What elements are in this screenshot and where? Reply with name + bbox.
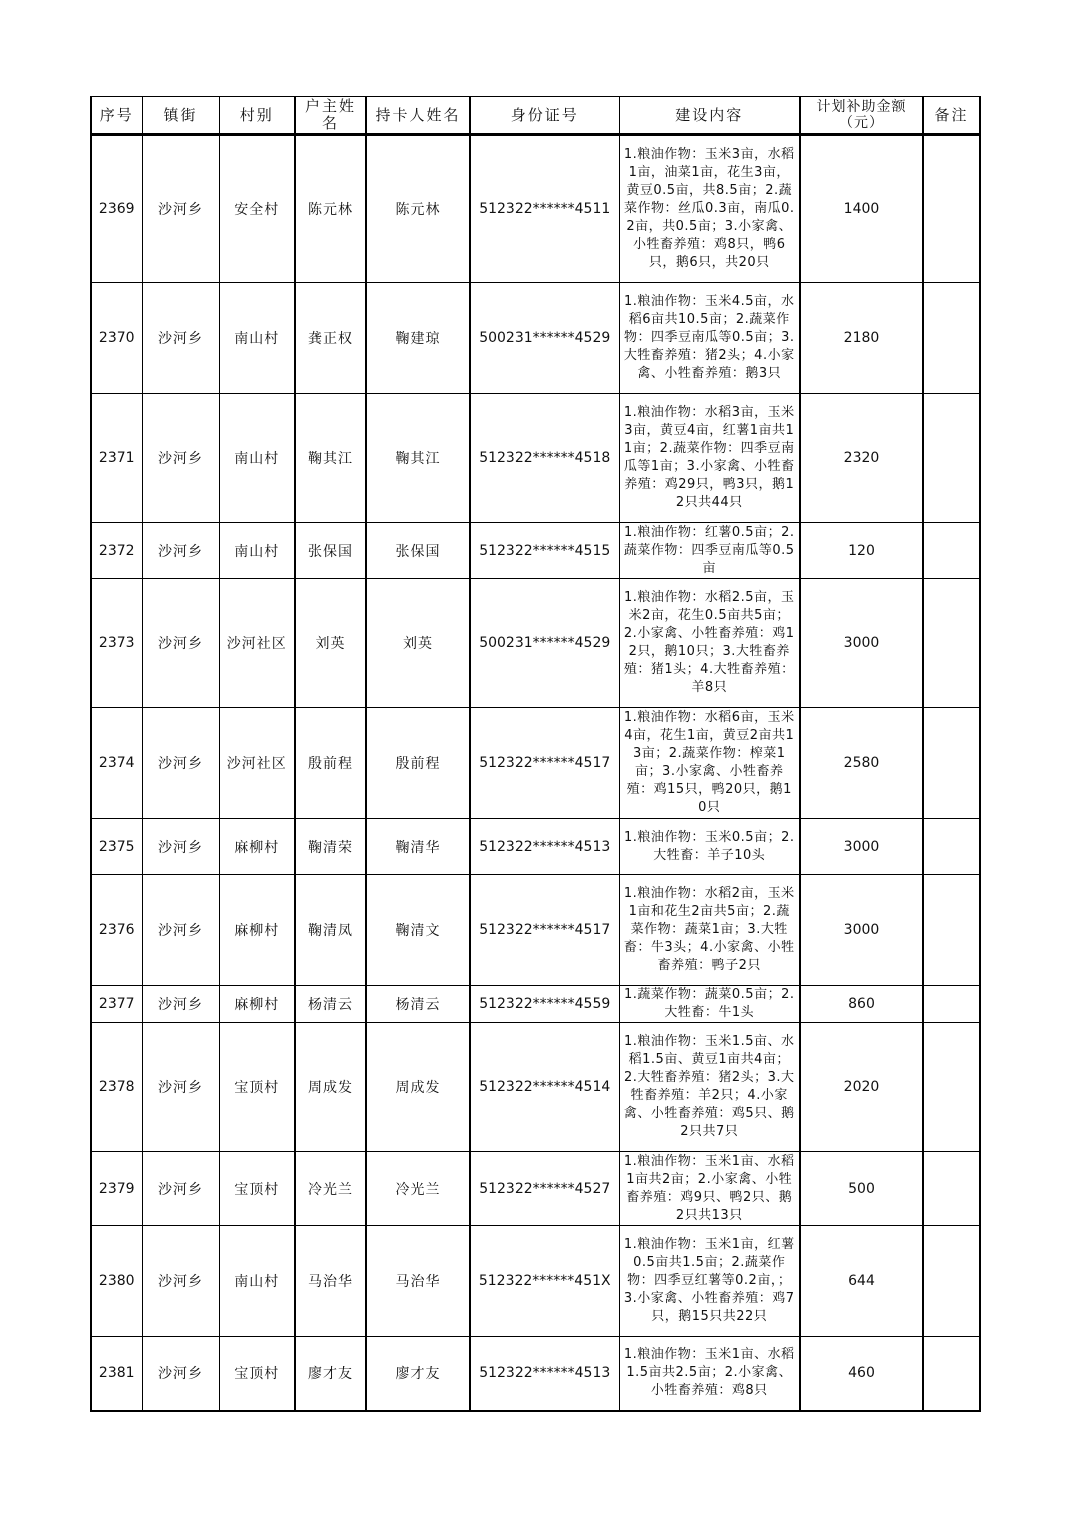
cell-note	[923, 394, 980, 523]
cell-owner: 刘英	[295, 579, 366, 708]
cell-seq: 2375	[91, 819, 142, 875]
cell-village: 南山村	[219, 394, 295, 523]
table-row	[91, 1337, 980, 1411]
table-row	[91, 135, 980, 283]
cell-owner: 廖才友	[295, 1337, 366, 1411]
cell-holder: 张保国	[366, 523, 470, 579]
cell-owner: 陈元林	[295, 135, 366, 283]
cell-village: 南山村	[219, 1226, 295, 1337]
cell-owner: 鞠清凤	[295, 875, 366, 986]
cell-village: 安全村	[219, 135, 295, 283]
table-row	[91, 875, 980, 986]
cell-id-number: 512322******4515	[470, 523, 619, 579]
table-row	[91, 283, 980, 394]
cell-note	[923, 1226, 980, 1337]
header-note: 备注	[923, 97, 980, 135]
table-row	[91, 523, 980, 579]
cell-note	[923, 819, 980, 875]
cell-content: 1.粮油作物：玉米0.5亩；2.大牲畜：羊子10头	[619, 819, 800, 875]
cell-owner: 周成发	[295, 1023, 366, 1152]
header-village: 村别	[219, 97, 295, 135]
cell-holder: 周成发	[366, 1023, 470, 1152]
cell-owner: 殷前程	[295, 708, 366, 819]
cell-id-number: 512322******4511	[470, 135, 619, 283]
cell-id-number: 512322******4559	[470, 986, 619, 1023]
cell-amount: 460	[800, 1337, 923, 1411]
cell-town: 沙河乡	[142, 394, 219, 523]
header-town: 镇街	[142, 97, 219, 135]
cell-amount: 2020	[800, 1023, 923, 1152]
cell-note	[923, 283, 980, 394]
cell-seq: 2380	[91, 1226, 142, 1337]
subsidy-table	[90, 96, 981, 1412]
table-row	[91, 708, 980, 819]
cell-id-number: 500231******4529	[470, 283, 619, 394]
cell-seq: 2379	[91, 1152, 142, 1226]
cell-town: 沙河乡	[142, 1023, 219, 1152]
cell-owner: 杨清云	[295, 986, 366, 1023]
cell-note	[923, 135, 980, 283]
cell-town: 沙河乡	[142, 135, 219, 283]
cell-id-number: 512322******4527	[470, 1152, 619, 1226]
cell-amount: 644	[800, 1226, 923, 1337]
cell-content: 1.粮油作物：水稻3亩，玉米3亩，黄豆4亩，红薯1亩共11亩；2.蔬菜作物：四季豆南瓜等1亩；3.小家禽、小牲畜养殖：鸡29只，鸭3只，鹅12只共44只	[619, 394, 800, 523]
cell-id-number: 512322******4513	[470, 1337, 619, 1411]
cell-id-number: 512322******4517	[470, 708, 619, 819]
cell-id-number: 500231******4529	[470, 579, 619, 708]
cell-content: 1.粮油作物：玉米3亩，水稻1亩，油菜1亩，花生3亩，黄豆0.5亩，共8.5亩；2.蔬菜作物：丝瓜0.3亩，南瓜0.2亩，共0.5亩；3.小家禽、小牲畜养殖：鸡8只，鸭6只，鹅6只，共20只	[619, 135, 800, 283]
cell-town: 沙河乡	[142, 1152, 219, 1226]
cell-town: 沙河乡	[142, 523, 219, 579]
cell-town: 沙河乡	[142, 875, 219, 986]
cell-seq: 2369	[91, 135, 142, 283]
cell-amount: 1400	[800, 135, 923, 283]
cell-amount: 860	[800, 986, 923, 1023]
cell-owner: 冷光兰	[295, 1152, 366, 1226]
cell-content: 1.粮油作物：水稻6亩，玉米4亩，花生1亩，黄豆2亩共13亩；2.蔬菜作物：榨菜1亩；3.小家禽、小牲畜养殖：鸡15只，鸭20只，鹅10只	[619, 708, 800, 819]
cell-note	[923, 523, 980, 579]
cell-holder: 鞠清文	[366, 875, 470, 986]
cell-amount: 120	[800, 523, 923, 579]
cell-id-number: 512322******4517	[470, 875, 619, 986]
cell-village: 麻柳村	[219, 875, 295, 986]
table-row	[91, 579, 980, 708]
cell-owner: 龚正权	[295, 283, 366, 394]
cell-content: 1.粮油作物：玉米1亩、水稻1亩共2亩；2.小家禽、小牲畜养殖：鸡9只、鸭2只、鹅2只共13只	[619, 1152, 800, 1226]
cell-amount: 2320	[800, 394, 923, 523]
cell-content: 1.粮油作物：红薯0.5亩；2.蔬菜作物：四季豆南瓜等0.5亩	[619, 523, 800, 579]
cell-village: 宝顶村	[219, 1023, 295, 1152]
cell-note	[923, 1337, 980, 1411]
cell-amount: 2580	[800, 708, 923, 819]
cell-town: 沙河乡	[142, 579, 219, 708]
cell-seq: 2377	[91, 986, 142, 1023]
table-row	[91, 986, 980, 1023]
cell-amount: 500	[800, 1152, 923, 1226]
cell-note	[923, 875, 980, 986]
cell-village: 宝顶村	[219, 1337, 295, 1411]
cell-content: 1.粮油作物：玉米1亩，红薯0.5亩共1.5亩；2.蔬菜作物：四季豆红薯等0.2亩，；3.小家禽、小牲畜养殖：鸡7只，鹅15只共22只	[619, 1226, 800, 1337]
cell-amount: 2180	[800, 283, 923, 394]
cell-owner: 鞠其江	[295, 394, 366, 523]
cell-note	[923, 579, 980, 708]
cell-holder: 马治华	[366, 1226, 470, 1337]
cell-owner: 鞠清荣	[295, 819, 366, 875]
cell-village: 沙河社区	[219, 708, 295, 819]
cell-village: 麻柳村	[219, 819, 295, 875]
cell-content: 1.粮油作物：玉米4.5亩，水稻6亩共10.5亩；2.蔬菜作物：四季豆南瓜等0.5亩；3.大牲畜养殖：猪2头；4.小家禽、小牲畜养殖：鹅3只	[619, 283, 800, 394]
cell-town: 沙河乡	[142, 1337, 219, 1411]
header-id: 身份证号	[470, 97, 619, 135]
table-row	[91, 819, 980, 875]
cell-amount: 3000	[800, 819, 923, 875]
cell-seq: 2373	[91, 579, 142, 708]
cell-seq: 2372	[91, 523, 142, 579]
cell-seq: 2370	[91, 283, 142, 394]
cell-village: 麻柳村	[219, 986, 295, 1023]
cell-holder: 鞠建琼	[366, 283, 470, 394]
cell-seq: 2376	[91, 875, 142, 986]
cell-holder: 殷前程	[366, 708, 470, 819]
cell-amount: 3000	[800, 875, 923, 986]
cell-seq: 2378	[91, 1023, 142, 1152]
cell-owner: 张保国	[295, 523, 366, 579]
cell-town: 沙河乡	[142, 819, 219, 875]
cell-town: 沙河乡	[142, 708, 219, 819]
cell-seq: 2374	[91, 708, 142, 819]
cell-content: 1.蔬菜作物：蔬菜0.5亩；2.大牲畜：牛1头	[619, 986, 800, 1023]
cell-village: 宝顶村	[219, 1152, 295, 1226]
table-row	[91, 1152, 980, 1226]
cell-holder: 陈元林	[366, 135, 470, 283]
cell-holder: 冷光兰	[366, 1152, 470, 1226]
header-owner: 户主姓名	[295, 97, 366, 135]
table-row	[91, 394, 980, 523]
cell-owner: 马治华	[295, 1226, 366, 1337]
cell-holder: 杨清云	[366, 986, 470, 1023]
header-row	[91, 97, 980, 135]
header-content: 建设内容	[619, 97, 800, 135]
cell-town: 沙河乡	[142, 283, 219, 394]
cell-town: 沙河乡	[142, 1226, 219, 1337]
cell-holder: 鞠其江	[366, 394, 470, 523]
cell-note	[923, 1023, 980, 1152]
table-row	[91, 1023, 980, 1152]
cell-holder: 鞠清华	[366, 819, 470, 875]
cell-content: 1.粮油作物：玉米1亩、水稻1.5亩共2.5亩；2.小家禽、小牲畜养殖：鸡8只	[619, 1337, 800, 1411]
cell-note	[923, 708, 980, 819]
cell-id-number: 512322******4514	[470, 1023, 619, 1152]
cell-holder: 刘英	[366, 579, 470, 708]
cell-note	[923, 1152, 980, 1226]
header-seq: 序号	[91, 97, 142, 135]
cell-id-number: 512322******4513	[470, 819, 619, 875]
cell-note	[923, 986, 980, 1023]
cell-holder: 廖才友	[366, 1337, 470, 1411]
cell-seq: 2371	[91, 394, 142, 523]
header-holder: 持卡人姓名	[366, 97, 470, 135]
cell-village: 沙河社区	[219, 579, 295, 708]
cell-content: 1.粮油作物：玉米1.5亩、水稻1.5亩、黄豆1亩共4亩；2.大牲畜养殖：猪2头；3.大牲畜养殖：羊2只；4.小家禽、小牲畜养殖：鸡5只、鹅2只共7只	[619, 1023, 800, 1152]
table-row	[91, 1226, 980, 1337]
cell-id-number: 512322******4518	[470, 394, 619, 523]
cell-village: 南山村	[219, 283, 295, 394]
table-body	[91, 135, 980, 1411]
header-amount: 计划补助金额（元）	[800, 97, 923, 135]
cell-village: 南山村	[219, 523, 295, 579]
cell-seq: 2381	[91, 1337, 142, 1411]
cell-content: 1.粮油作物：水稻2.5亩，玉米2亩，花生0.5亩共5亩；2.小家禽、小牲畜养殖：鸡12只，鹅10只；3.大牲畜养殖：猪1头；4.大牲畜养殖：羊8只	[619, 579, 800, 708]
cell-town: 沙河乡	[142, 986, 219, 1023]
cell-content: 1.粮油作物：水稻2亩，玉米1亩和花生2亩共5亩；2.蔬菜作物：蔬菜1亩；3.大牲畜：牛3头；4.小家禽、小牲畜养殖：鸭子2只	[619, 875, 800, 986]
cell-amount: 3000	[800, 579, 923, 708]
cell-id-number: 512322******451X	[470, 1226, 619, 1337]
